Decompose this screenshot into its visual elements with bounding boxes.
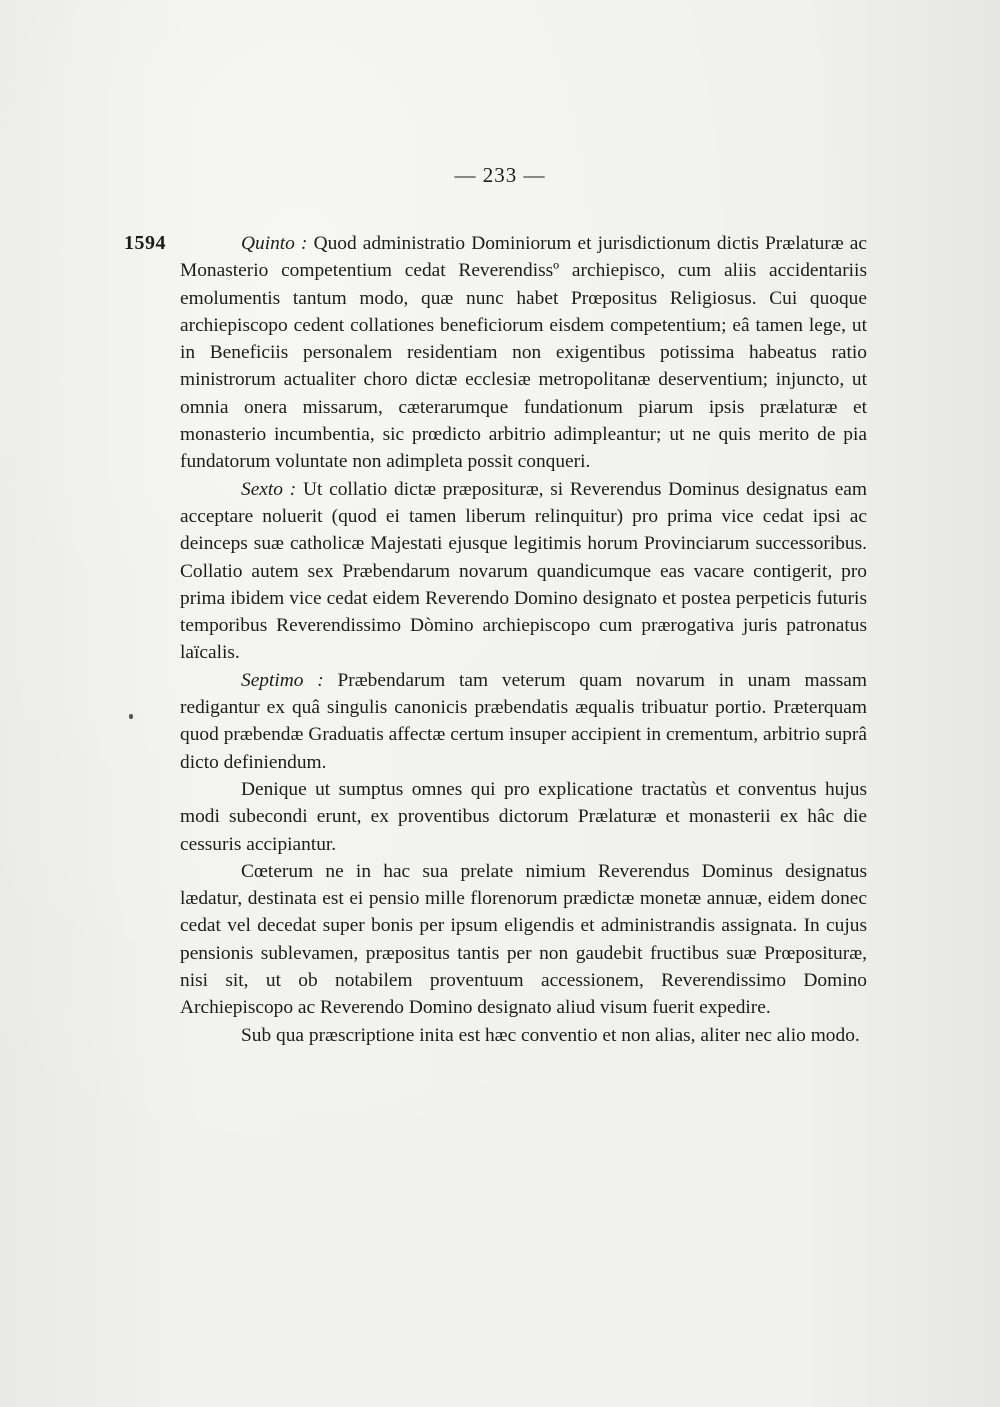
- paragraph-body: Quod administratio Dominiorum et jurisdictionum dictis Prælaturæ ac Monasterio competentium cedat Reverendissº archiepisco, cum aliis accidentariis emolumentis tantum modo, quæ nunc habet Prœpositus Religiosus. Cui quoque archiepiscopo cedent collationes beneficiorum eisdem competentium; eâ tamen lege, ut in Beneficiis personalem residentiam non exigentibus potissima habeatus ratio ministrorum actualiter choro dictæ ecclesiæ metropolitanæ deserventium; injuncto, ut omnia onera missarum, cæterarumque fundationum piarum ipsis prælaturæ et monasterio incumbentia, sic prœdicto arbitrio adimpleantur; ut ne quis merito de pia fundatorum voluntate non adimpleta possit conqueri.: [180, 233, 867, 473]
- paragraph-body: Ut collatio dictæ præposituræ, si Reverendus Dominus designatus eam acceptare noluerit (quod ei tamen liberum relinquitur) pro prima vice cedat ipsi ac deinceps suæ catholicæ Majestati ejusque legitimis horum Provinciarum successoribus. Collatio autem sex Præbendarum novarum quandicumque eas vacare contigerit, pro prima ibidem vice cedat eidem Reverendo Domino designato et postea perpeticis futuris temporibus Reverendissimo Dòmino archiepiscopo cum prærogativa juris patronatus laïcalis.: [180, 478, 867, 664]
- margin-year: 1594: [124, 232, 166, 254]
- page-number: — 233 —: [454, 163, 546, 187]
- paragraph-lead: Septimo :: [241, 669, 324, 691]
- paragraph-lead: Quinto :: [241, 233, 308, 254]
- paragraph-body: Præbendarum tam veterum quam novarum in unam massam redigantur ex quâ singulis canonicis præbendatis æqualis tribuatur portio. Præterquam quod præbendæ Graduatis affectæ certum insuper accipient in crementum, arbitrio suprâ dicto definiendum.: [180, 669, 867, 773]
- paragraph-septimo: [180, 667, 867, 776]
- paragraph-quinto: [180, 230, 867, 476]
- paragraph-body: Denique ut sumptus omnes qui pro explicatione tractatùs et conventus hujus modi subecondi erunt, ex proventibus dictorum Prælaturæ et monasterii ex hâc die cessuris accipiantur.: [180, 778, 867, 855]
- paragraph-lead: Sexto :: [241, 478, 297, 500]
- paragraph-denique: [180, 776, 867, 858]
- paragraph-coeterum: [180, 858, 867, 1022]
- paragraph-sub-qua: [180, 1022, 867, 1049]
- paragraph-body: Cœterum ne in hac sua prelate nimium Reverendus Dominus designatus lædatur, destinata est ei pensio mille florenorum prædictæ monetæ annuæ, eidem donec cedat vel decedat super bonis per ipsum eligendis et administrandis assignata. In cujus pensionis sublevamen, præpositus tantis per non gaudebit fructibus suæ Prœposituræ, nisi sit, ut ob notabilem proventuum accessionem, Reverendissimo Domino Archiepiscopo ac Reverendo Domino designato aliud visum fuerit expedire.: [180, 860, 867, 1019]
- paragraph-sexto: [180, 476, 867, 667]
- paragraph-body: Sub qua præscriptione inita est hæc conventio et non alias, aliter nec alio modo.: [241, 1024, 860, 1046]
- margin-mark: [129, 714, 133, 719]
- body-text: [180, 230, 867, 1049]
